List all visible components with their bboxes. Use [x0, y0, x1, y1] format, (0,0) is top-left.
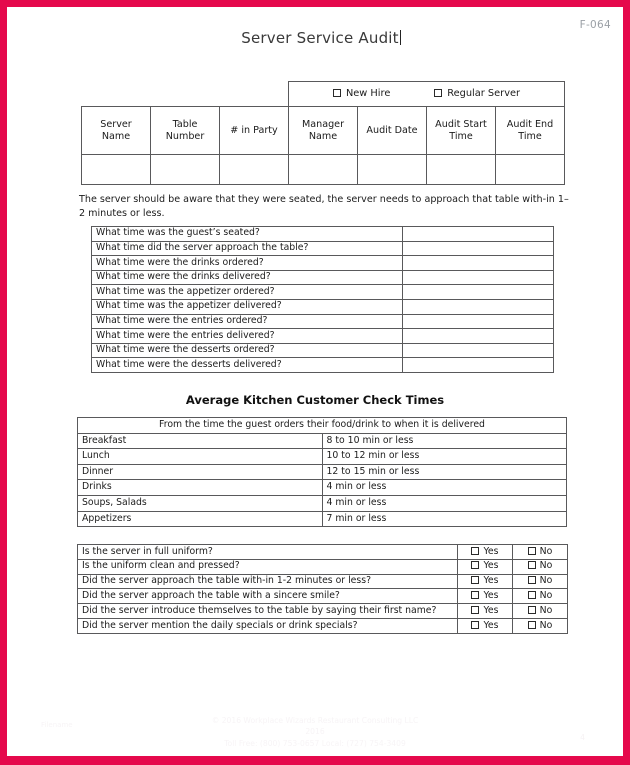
checkbox-no-label: No	[539, 589, 553, 601]
checkbox-icon[interactable]	[471, 621, 479, 629]
checkbox-yes-label: Yes	[483, 604, 499, 616]
field-audit-start-time[interactable]	[427, 155, 496, 185]
checkbox-icon[interactable]	[528, 576, 536, 584]
table-row	[92, 314, 554, 329]
header-server-name: Server Name	[82, 107, 151, 155]
checkbox-new-hire-label: New Hire	[345, 88, 391, 100]
identification-header-row	[82, 107, 565, 155]
checkbox-no[interactable]	[513, 559, 568, 574]
time-question: What time were the entries delivered?	[92, 329, 403, 344]
checkbox-icon[interactable]	[528, 591, 536, 599]
table-row	[78, 618, 568, 633]
kitchen-meal-label: Appetizers	[78, 511, 323, 527]
checkbox-icon[interactable]	[528, 561, 536, 569]
kitchen-meal-label: Dinner	[78, 464, 323, 480]
time-answer-field[interactable]	[403, 285, 554, 300]
table-row	[78, 464, 567, 480]
time-question: What time were the desserts delivered?	[92, 358, 403, 373]
field-table-number[interactable]	[151, 155, 220, 185]
checkbox-yes-label: Yes	[483, 560, 499, 572]
header-audit-start-time: Audit Start Time	[427, 107, 496, 155]
checkbox-yes[interactable]	[458, 589, 513, 604]
checkbox-yes[interactable]	[458, 545, 513, 560]
footer-line-1: © 2016 Workplace Wizards Restaurant Consulting LLC	[211, 715, 419, 725]
service-times-body	[92, 227, 554, 373]
checkbox-icon[interactable]	[471, 606, 479, 614]
checkbox-yes-label: Yes	[483, 619, 499, 631]
checkbox-no-label: No	[539, 575, 553, 587]
header-audit-end-time: Audit End Time	[496, 107, 565, 155]
checkbox-icon[interactable]	[471, 561, 479, 569]
kitchen-time-value: 7 min or less	[322, 511, 567, 527]
table-row	[78, 495, 567, 511]
page-title	[7, 29, 623, 47]
table-row	[92, 270, 554, 285]
checkbox-icon[interactable]	[528, 621, 536, 629]
time-question: What time were the desserts ordered?	[92, 343, 403, 358]
identification-entry-row	[82, 155, 565, 185]
table-row	[92, 285, 554, 300]
server-type-cell	[289, 82, 565, 107]
server-type-row	[82, 82, 565, 107]
kitchen-time-value: 8 to 10 min or less	[322, 433, 567, 449]
form-number: F-064	[579, 19, 611, 31]
kitchen-section-title: Average Kitchen Customer Check Times	[185, 393, 445, 407]
time-answer-field[interactable]	[403, 227, 554, 242]
checklist-question: Did the server introduce themselves to the table by saying their first name?	[78, 604, 458, 619]
table-row	[92, 299, 554, 314]
checkbox-no-label: No	[539, 545, 553, 557]
footer-line-2: 2016	[305, 727, 325, 737]
checkbox-yes[interactable]	[458, 618, 513, 633]
table-row	[78, 449, 567, 465]
checklist-question: Is the server in full uniform?	[78, 545, 458, 560]
table-row	[78, 433, 567, 449]
kitchen-meal-label: Soups, Salads	[78, 495, 323, 511]
identification-table	[81, 81, 565, 185]
checkbox-icon[interactable]	[471, 591, 479, 599]
intro-paragraph: The server should be aware that they were seated, the server needs to approach that table with-in 1–2 minutes or less.	[79, 194, 569, 220]
time-answer-field[interactable]	[403, 270, 554, 285]
checkbox-no-label: No	[539, 619, 553, 631]
checkbox-regular-server[interactable]	[434, 88, 520, 99]
field-manager-name[interactable]	[289, 155, 358, 185]
checkbox-yes-label: Yes	[483, 545, 499, 557]
time-question: What time was the appetizer delivered?	[92, 299, 403, 314]
kitchen-time-value: 4 min or less	[322, 480, 567, 496]
kitchen-time-value: 12 to 15 min or less	[322, 464, 567, 480]
time-answer-field[interactable]	[403, 314, 554, 329]
kitchen-time-value: 10 to 12 min or less	[322, 449, 567, 465]
checkbox-no[interactable]	[513, 618, 568, 633]
checkbox-no-label: No	[539, 560, 553, 572]
time-question: What time was the appetizer ordered?	[92, 285, 403, 300]
header-audit-date: Audit Date	[358, 107, 427, 155]
table-row	[78, 480, 567, 496]
table-row	[78, 604, 568, 619]
time-answer-field[interactable]	[403, 299, 554, 314]
checkbox-icon[interactable]	[333, 89, 341, 97]
header-table-number: Table Number	[151, 107, 220, 155]
document-sheet	[7, 7, 623, 756]
yes-no-body	[78, 545, 568, 634]
checklist-question: Did the server approach the table with a sincere smile?	[78, 589, 458, 604]
kitchen-table-header: From the time the guest orders their food/drink to when it is delivered	[78, 418, 567, 434]
checkbox-yes[interactable]	[458, 559, 513, 574]
footer-page-number: 4	[580, 733, 585, 742]
time-question: What time were the drinks ordered?	[92, 256, 403, 271]
footer-left-note: Filename	[41, 721, 73, 729]
footer-line-3: Toll Free: (800) 753-0657 Local: (727) 754-3409	[224, 739, 406, 749]
checkbox-new-hire[interactable]	[333, 88, 390, 99]
kitchen-time-value: 4 min or less	[322, 495, 567, 511]
field-server-name[interactable]	[82, 155, 151, 185]
checklist-question: Did the server mention the daily specials or drink specials?	[78, 618, 458, 633]
checkbox-yes[interactable]	[458, 574, 513, 589]
time-answer-field[interactable]	[403, 343, 554, 358]
checkbox-regular-server-label: Regular Server	[447, 88, 521, 100]
table-row	[78, 589, 568, 604]
checkbox-icon[interactable]	[434, 89, 442, 97]
table-row	[78, 545, 568, 560]
table-row	[78, 559, 568, 574]
table-row	[92, 343, 554, 358]
table-row	[92, 358, 554, 373]
kitchen-meal-label: Lunch	[78, 449, 323, 465]
time-question: What time did the server approach the table?	[92, 241, 403, 256]
service-times-table	[91, 226, 554, 373]
checkbox-no[interactable]	[513, 604, 568, 619]
field-num-in-party[interactable]	[220, 155, 289, 185]
table-row	[92, 227, 554, 242]
checkbox-icon[interactable]	[471, 547, 479, 555]
checklist-question: Is the uniform clean and pressed?	[78, 559, 458, 574]
checkbox-yes[interactable]	[458, 604, 513, 619]
yes-no-checklist-table	[77, 544, 568, 634]
checkbox-icon[interactable]	[471, 576, 479, 584]
field-audit-end-time[interactable]	[496, 155, 565, 185]
checkbox-yes-label: Yes	[483, 589, 499, 601]
kitchen-meal-label: Drinks	[78, 480, 323, 496]
time-question: What time was the guest’s seated?	[92, 227, 403, 242]
checkbox-icon[interactable]	[528, 606, 536, 614]
time-answer-field[interactable]	[403, 256, 554, 271]
table-row	[92, 241, 554, 256]
time-question: What time were the drinks delivered?	[92, 270, 403, 285]
kitchen-meal-label: Breakfast	[78, 433, 323, 449]
checklist-question: Did the server approach the table with-in 1-2 minutes or less?	[78, 574, 458, 589]
time-answer-field[interactable]	[403, 241, 554, 256]
header-num-in-party: # in Party	[220, 107, 289, 155]
checkbox-no-label: No	[539, 604, 553, 616]
checkbox-no[interactable]	[513, 574, 568, 589]
kitchen-check-times-table	[77, 417, 567, 527]
spacer-cell	[82, 82, 289, 107]
table-row	[78, 574, 568, 589]
checkbox-yes-label: Yes	[483, 575, 499, 587]
page-title-text: Server Service Audit	[241, 29, 399, 47]
table-row	[78, 511, 567, 527]
table-row	[92, 256, 554, 271]
header-manager-name: Manager Name	[289, 107, 358, 155]
time-question: What time were the entries ordered?	[92, 314, 403, 329]
time-answer-field[interactable]	[403, 329, 554, 344]
checkbox-icon[interactable]	[528, 547, 536, 555]
kitchen-header-row	[78, 418, 567, 434]
checkbox-no[interactable]	[513, 545, 568, 560]
field-audit-date[interactable]	[358, 155, 427, 185]
checkbox-no[interactable]	[513, 589, 568, 604]
footer	[7, 715, 623, 750]
time-answer-field[interactable]	[403, 358, 554, 373]
text-cursor	[400, 30, 401, 45]
table-row	[92, 329, 554, 344]
